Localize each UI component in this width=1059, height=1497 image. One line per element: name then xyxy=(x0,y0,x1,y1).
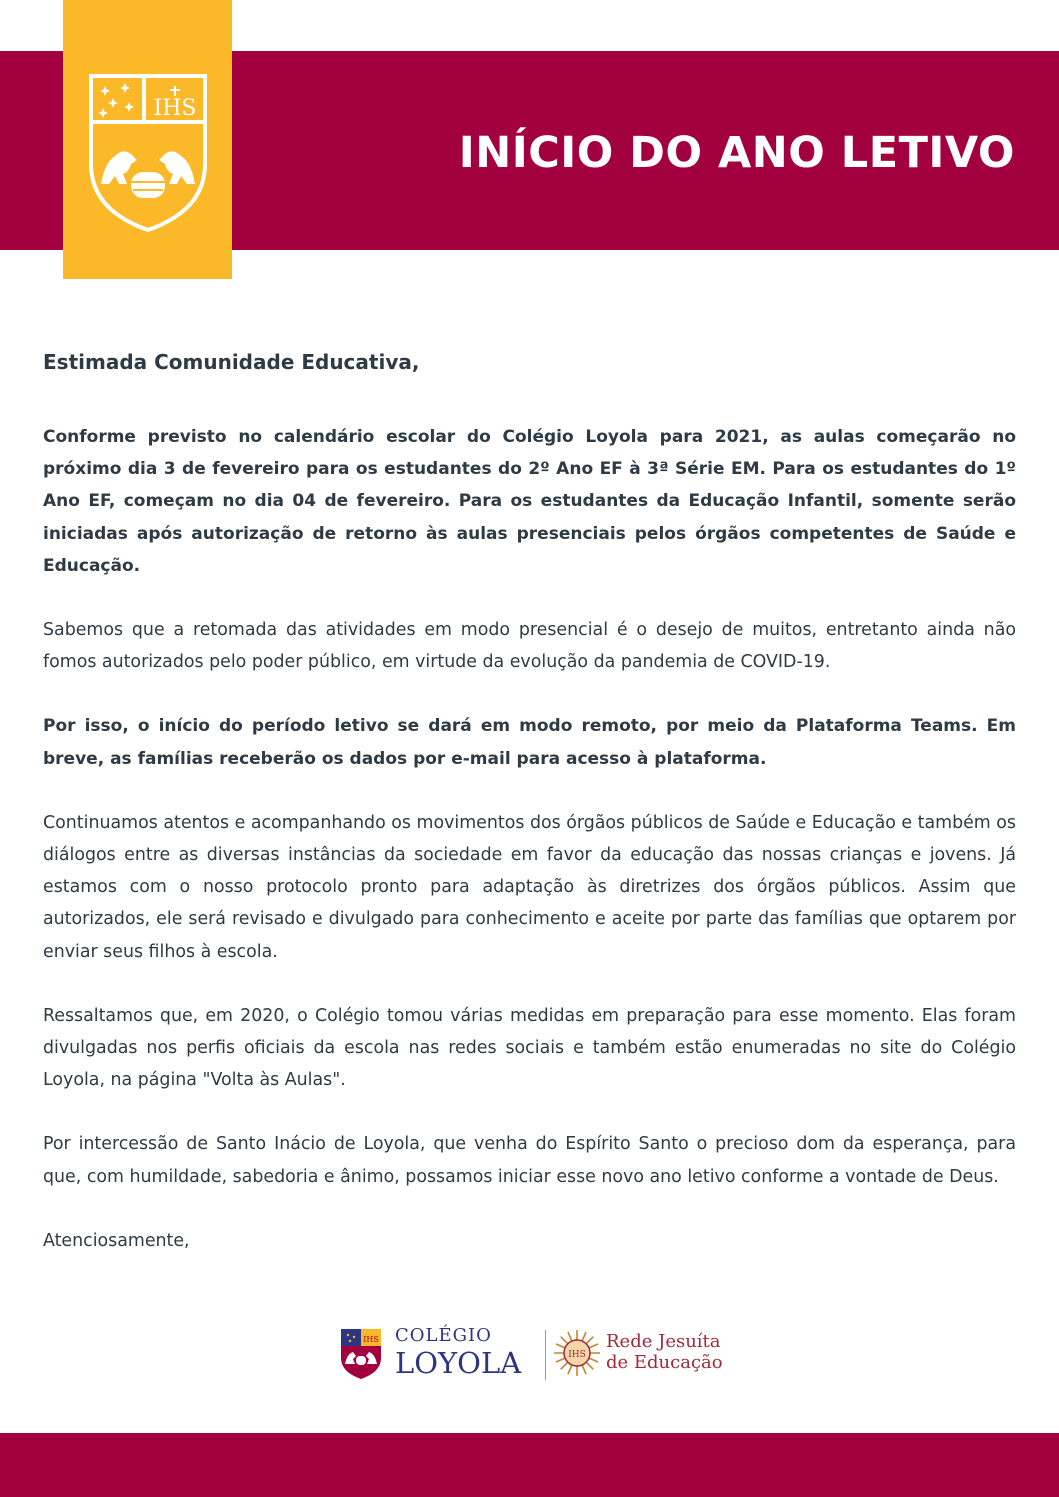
school-crest-logo xyxy=(87,72,209,234)
footer-band xyxy=(0,1433,1059,1497)
paragraph-calendar: Conforme previsto no calendário escolar do Colégio Loyola para 2021, as aulas começarão no próximo dia 3 de fevereiro para os estudantes do 2º Ano EF à 3ª Série EM. Para os estudantes do 1º Ano EF, começam no dia 04 de fevereiro. Para os estudantes da Educação Infantil, somente serão iniciadas após autorização de retorno às aulas presenciais pelos órgãos competentes de Saúde e Educação. xyxy=(43,427,1016,576)
paragraph-remote: Por isso, o início do período letivo se dará em modo remoto, por meio da Plataforma Teams. Em breve, as famílias receberão os dados por e-mail para acesso à plataforma. xyxy=(43,716,1016,769)
paragraph-protocol: Continuamos atentos e acompanhando os movimentos dos órgãos públicos de Saúde e Educação e também os diálogos entre as diversas instâncias da sociedade em favor da educação das nossas crianças e jovens. Já estamos com o nosso protocolo pronto para adaptação às diretrizes dos órgãos públicos. Assim que autorizados, ele será revisado e divulgado para conhecimento e aceite por parte das famílias que optarem por enviar seus filhos à escola. xyxy=(43,812,1016,962)
loyola-shield-icon xyxy=(340,1328,382,1380)
jesuit-seal-icon xyxy=(552,1328,602,1378)
logo-divider xyxy=(545,1330,546,1380)
greeting: Estimada Comunidade Educativa, xyxy=(43,350,420,374)
loyola-wordmark: LOYOLA xyxy=(395,1346,522,1380)
page-title: INÍCIO DO ANO LETIVO xyxy=(458,128,1015,178)
paragraph-measures: Ressaltamos que, em 2020, o Colégio tomou várias medidas em preparação para esse momento. Elas foram divulgadas nos perfis oficiais da escola nas redes sociais e também estão enumeradas no site do Colégio Loyola, na página "Volta às Aulas". xyxy=(43,1005,1016,1091)
footer-logos xyxy=(340,1322,740,1384)
letter-body xyxy=(43,346,1016,1257)
crest-monogram: IHS xyxy=(153,96,197,121)
rede-jesuita-line2: de Educação xyxy=(606,1352,723,1373)
loyola-wordmark-top: COLÉGIO xyxy=(395,1325,492,1346)
rede-jesuita-line1: Rede Jesuíta xyxy=(606,1331,721,1352)
paragraph-presencial: Sabemos que a retomada das atividades em modo presencial é o desejo de muitos, entretanto ainda não fomos autorizados pelo poder público, em virtude da evolução da pandemia de COVID-19. xyxy=(43,620,1016,673)
svg-text:IHS: IHS xyxy=(363,1335,379,1344)
closing: Atenciosamente, xyxy=(43,1230,190,1251)
seal-monogram: IHS xyxy=(568,1350,586,1360)
paragraph-blessing: Por intercessão de Santo Inácio de Loyola, que venha do Espírito Santo o precioso dom da esperança, para que, com humildade, sabedoria e ânimo, possamos iniciar esse novo ano letivo conforme a vontade de Deus. xyxy=(43,1134,1016,1187)
